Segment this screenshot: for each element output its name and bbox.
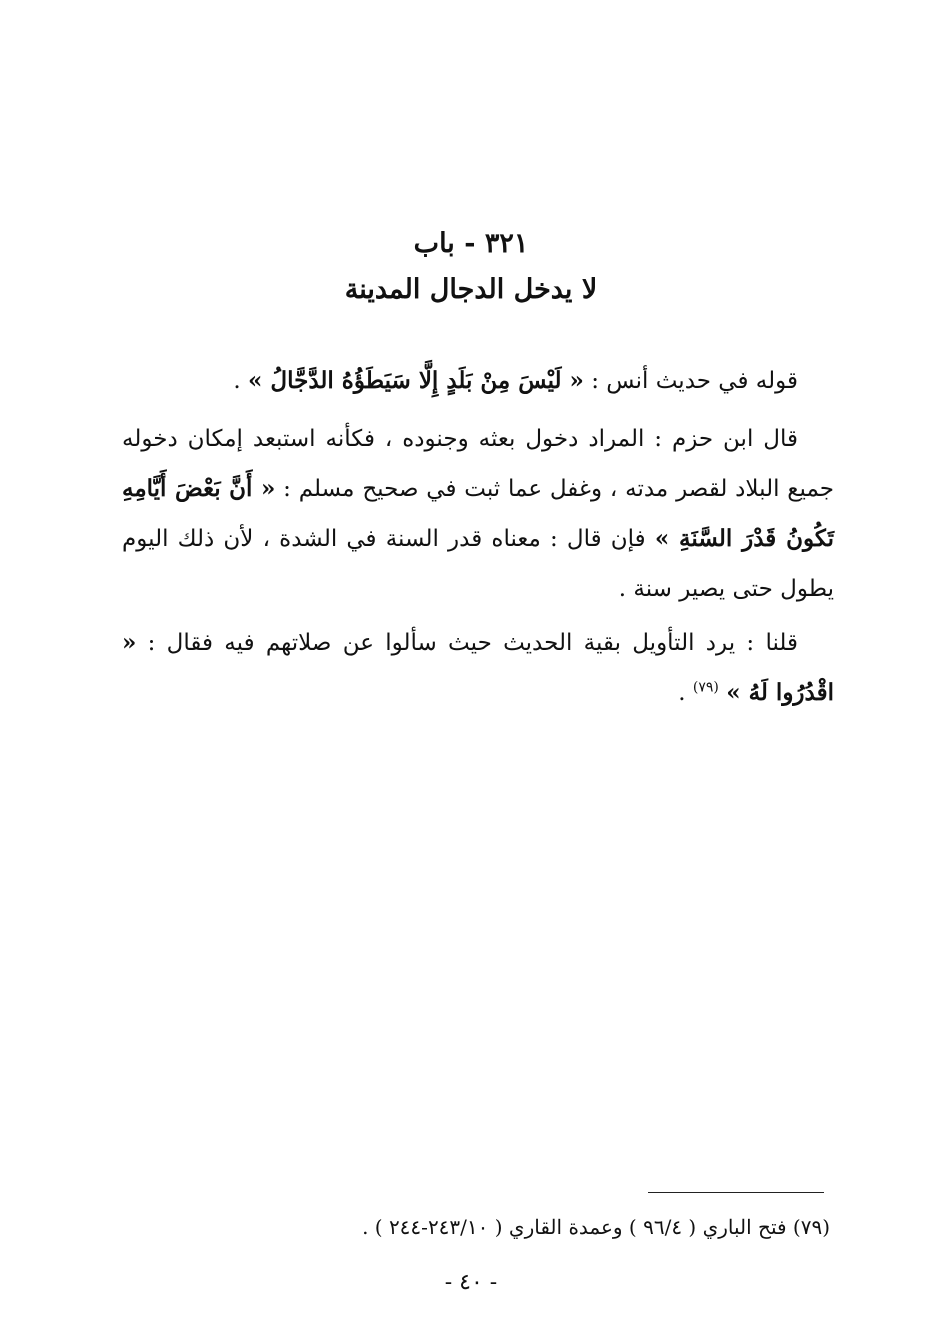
page-number: - ٤٠ - <box>444 1270 498 1295</box>
paragraph-text: قال ابن حزم : المراد دخول بعثه وجنوده ، فكأنه استبعد إمكان دخوله جميع البلاد لقصر مدته ، وغفل عما ثبت في صحيح مسلم : <box>122 426 834 502</box>
paragraph-text: قلنا : يرد التأويل بقية الحديث حيث سألوا عن صلاتهم فيه فقال : <box>136 630 798 656</box>
paragraph-end: . <box>678 680 693 706</box>
footnote-divider <box>648 1192 824 1193</box>
paragraph-text: قوله في حديث أنس : <box>583 368 798 394</box>
chapter-title: لا يدخل الدجال المدينة <box>344 274 598 305</box>
chapter-heading <box>0 222 942 314</box>
chapter-number: ٣٢١ - باب <box>413 228 529 259</box>
paragraph-ibn-hazm <box>122 414 834 614</box>
hadith-quote: « لَيْسَ مِنْ بَلَدٍ إِلَّا سَيَطَؤُهُ الدَّجَّالُ » <box>248 367 584 394</box>
footnote: (٧٩) فتح الباري ( ٩٦/٤ ) وعمدة القاري ( ٢٤٣/١٠-٢٤٤ ) . <box>362 1215 830 1239</box>
footnote-reference: (٧٩) <box>692 679 719 696</box>
paragraph-hadith-anas <box>122 356 834 406</box>
paragraph-reply <box>122 618 834 718</box>
paragraph-text: فإن قال : معناه قدر السنة في الشدة ، لأن ذلك اليوم يطول حتى يصير سنة . <box>122 526 834 602</box>
body-text <box>122 356 834 718</box>
hadith-quote: « أَنَّ بَعْضَ أَيَّامِهِ تَكُونُ قَدْرَ السَّنَةِ » <box>122 475 834 552</box>
paragraph-end: . <box>233 368 248 394</box>
hadith-quote: « اقْدُرُوا لَهُ » <box>122 629 834 706</box>
